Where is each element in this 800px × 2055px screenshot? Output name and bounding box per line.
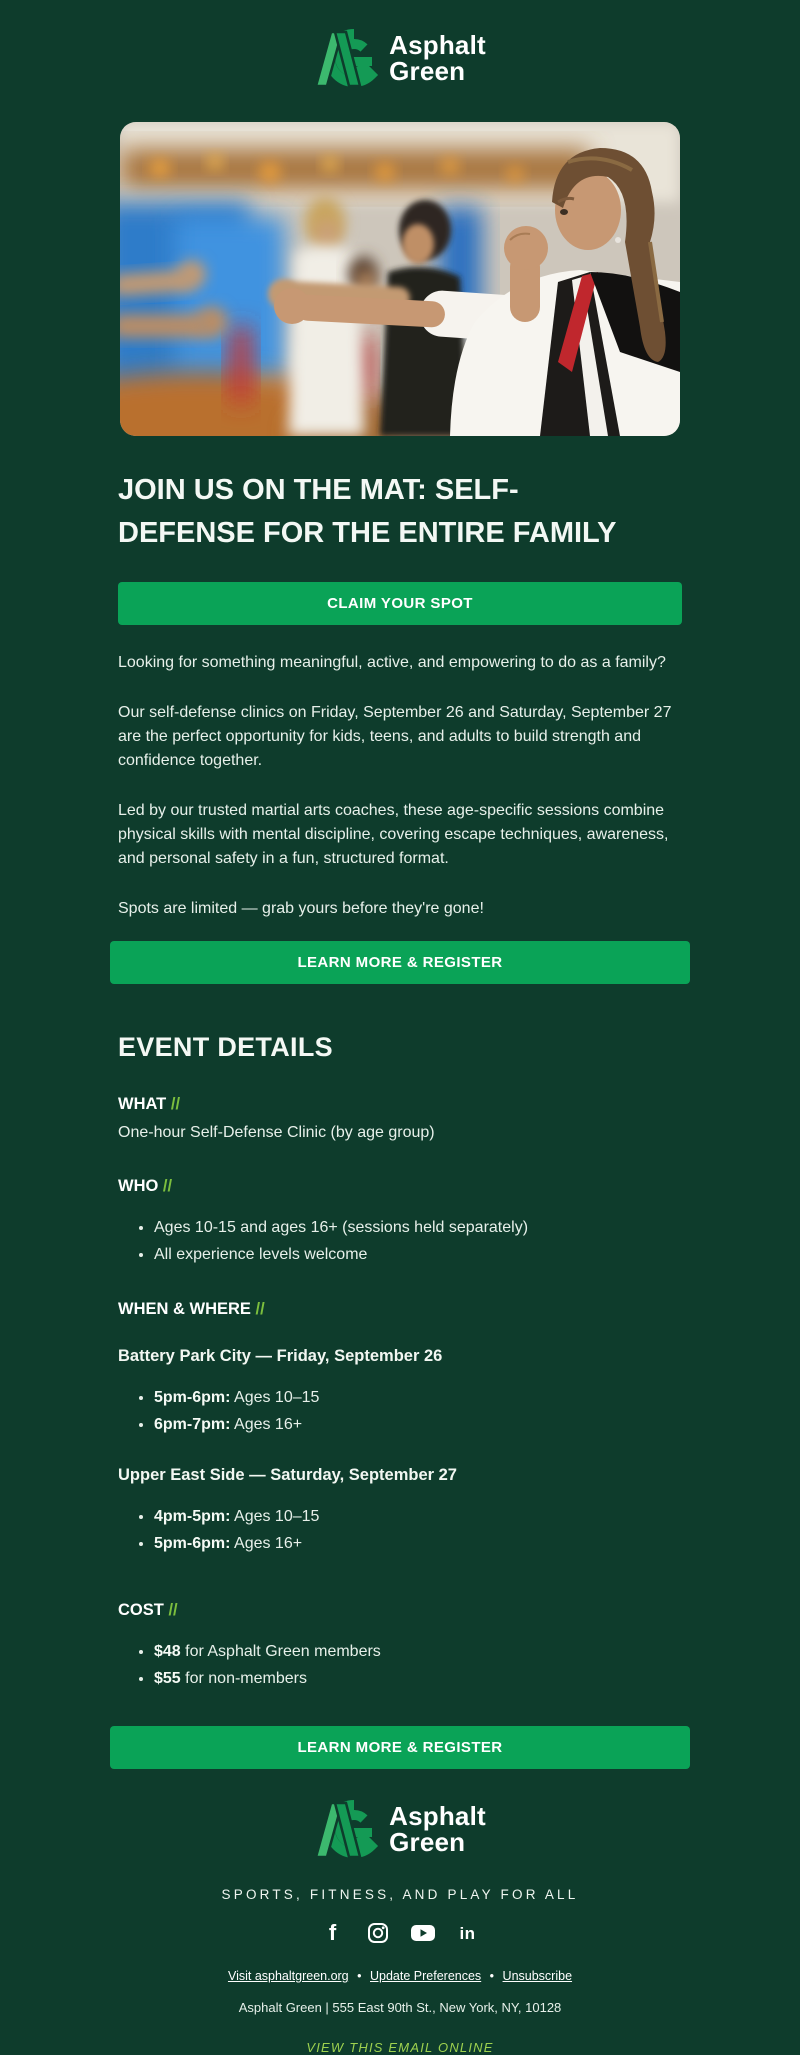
intro-paragraph-3: Led by our trusted martial arts coaches, these age-specific sessions combine physical skills with mental discipline, covering escape techniques, awareness, and personal safety in a fun, structured format.	[118, 802, 669, 867]
facebook-icon[interactable]: f	[328, 1920, 337, 1945]
visit-website-link[interactable]: Visit asphaltgreen.org	[227, 1969, 349, 1983]
link-separator: •	[489, 1969, 495, 1983]
who-label	[118, 1177, 682, 1196]
unsubscribe-link[interactable]: Unsubscribe	[502, 1969, 573, 1983]
list-item	[154, 1665, 682, 1692]
brand-name-line1: Asphalt	[389, 1801, 486, 1831]
when-where-label-text: WHEN & WHERE	[118, 1300, 251, 1318]
when-where-slash-accent: //	[255, 1300, 265, 1318]
what-slash-accent: //	[170, 1095, 181, 1113]
event-details-title: EVENT DETAILS	[118, 1032, 333, 1062]
when-where-label	[118, 1300, 682, 1319]
linkedin-icon[interactable]: in	[459, 1923, 476, 1943]
cost-bullet-list	[118, 1638, 682, 1692]
claim-your-spot-button[interactable]: CLAIM YOUR SPOT	[118, 582, 682, 625]
what-label-text: WHAT	[118, 1095, 167, 1113]
asphalt-green-logo-icon	[314, 1801, 376, 1857]
cost-label-text: COST	[118, 1601, 164, 1619]
age-group: Ages 16+	[230, 1416, 303, 1433]
intro-paragraph-2: Our self-defense clinics on Friday, September 26 and Saturday, September 27 are the perfect opportunity for kids, teens, and adults to build strength and confidence together.	[118, 704, 672, 769]
brand-name	[389, 1803, 486, 1855]
headline: JOIN US ON THE MAT: SELF-DEFENSE FOR THE ENTIRE FAMILY	[118, 474, 617, 549]
who-slash-accent: //	[162, 1177, 173, 1195]
what-text: One-hour Self-Defense Clinic (by age group)	[118, 1124, 435, 1141]
time-range: 5pm-6pm:	[154, 1389, 231, 1406]
youtube-icon[interactable]	[409, 1919, 437, 1947]
view-email-online-link[interactable]: VIEW THIS EMAIL ONLINE	[306, 2040, 494, 2055]
location-1-heading: Battery Park City — Friday, September 26	[118, 1347, 443, 1365]
header-logo[interactable]	[0, 0, 800, 86]
list-item	[154, 1384, 682, 1411]
footer-address: Asphalt Green | 555 East 90th St., New York, NY, 10128	[238, 2000, 562, 2015]
time-range: 4pm-5pm:	[154, 1508, 231, 1525]
who-bullet-list	[118, 1214, 682, 1268]
footer-links-row	[0, 1969, 800, 1983]
what-label	[118, 1095, 682, 1114]
location-2-heading: Upper East Side — Saturday, September 27	[118, 1466, 457, 1484]
location-2-bullet-list	[118, 1503, 682, 1557]
time-range: 5pm-6pm:	[154, 1535, 231, 1552]
footer-tagline: SPORTS, FITNESS, AND PLAY FOR ALL	[221, 1887, 579, 1902]
brand-name	[389, 32, 486, 84]
social-icons-row	[0, 1919, 800, 1947]
time-range: 6pm-7pm:	[154, 1416, 231, 1433]
link-separator: •	[357, 1969, 362, 1983]
price: $55	[154, 1670, 181, 1687]
age-group: Ages 16+	[230, 1535, 303, 1552]
price: $48	[154, 1643, 181, 1660]
price-description: for Asphalt Green members	[180, 1643, 381, 1660]
list-item	[154, 1530, 682, 1557]
learn-more-register-button-bottom[interactable]: LEARN MORE & REGISTER	[110, 1726, 690, 1769]
list-item: • Ages 10-15 and ages 16+ (sessions held separately)	[154, 1214, 682, 1241]
learn-more-register-button-top[interactable]: LEARN MORE & REGISTER	[110, 941, 690, 984]
instagram-icon[interactable]	[364, 1919, 392, 1947]
brand-name-line1: Asphalt	[389, 30, 486, 60]
list-item	[154, 1411, 682, 1438]
intro-paragraph-4: Spots are limited — grab yours before they're gone!	[118, 900, 484, 917]
price-description: for non-members	[180, 1670, 307, 1687]
list-item	[154, 1638, 682, 1665]
brand-name-line2: Green	[389, 1827, 466, 1857]
main-content	[118, 469, 682, 1769]
location-1-bullet-list	[118, 1384, 682, 1438]
cost-label	[118, 1601, 682, 1620]
who-label-text: WHO	[118, 1177, 159, 1195]
list-item	[154, 1503, 682, 1530]
hero-image-self-defense-class[interactable]	[120, 122, 680, 436]
age-group: Ages 10–15	[230, 1389, 320, 1406]
intro-paragraph-1: Looking for something meaningful, active, and empowering to do as a family?	[118, 654, 666, 671]
list-item: • All experience levels welcome	[154, 1241, 682, 1268]
brand-name-line2: Green	[389, 56, 466, 86]
age-group: Ages 10–15	[230, 1508, 320, 1525]
footer-logo[interactable]	[0, 1801, 800, 1857]
asphalt-green-logo-icon	[314, 30, 376, 86]
cost-slash-accent: //	[168, 1601, 178, 1619]
update-preferences-link[interactable]: Update Preferences	[370, 1969, 482, 1983]
